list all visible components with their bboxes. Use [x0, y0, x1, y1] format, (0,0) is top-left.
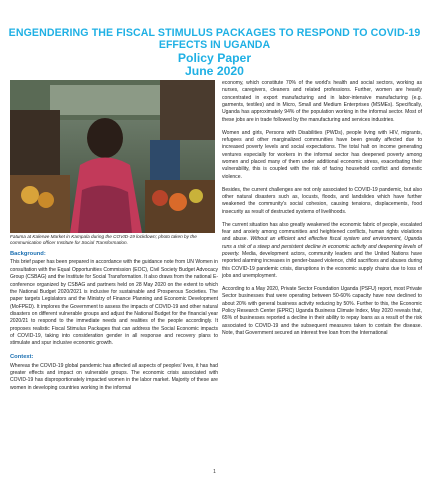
document-date: June 2020: [185, 64, 244, 78]
paragraph-private-sector: According to a May 2020, Private Sector Foundation Uganda (PSFU) report, most Private Sector businesses that were operating between 50-60% capacity have now declined to about 20% with general business activity reducing by 50%. Further to this, the Economic Policy Research Center (EPRC) Uganda Business Climate Index, May 2020 reveals that, 65% of businesses reported a decline in their ability to repay loans as a result of the risk associated to COVID-19 and the subsequent measures taken to contain the disease. Note, that Government secured an interest free loan from the International: [222, 285, 422, 337]
paragraph-economic-fabric: [222, 222, 422, 281]
left-column: [10, 250, 218, 398]
context-heading: Context:: [10, 354, 34, 361]
economic-fabric-text-c: Media, development actors, community leaders and the United Nations have reported alarming increases in gender-based violence, child sacrifices and abuses during this COVID-19 pandemic crisis, disruptions in the economic supply chains due to loss of jobs and unemployment.: [222, 251, 422, 280]
page-number: 1: [213, 469, 216, 475]
right-column: [222, 80, 422, 343]
document-title-line2: EFFECTS IN UGANDA: [158, 39, 271, 51]
paragraph-informal-economy: economy, which constitute 70% of the world's health and social sectors, working as nurses, caregivers, cleaners and related professions. Further, women are heavily concentrated in export manufacturing and in labor-intensive manufacturing (e.g. garments, textiles) and in Micro, Small and Medium Enterprises (MSMEs). Specifically, Uganda has approximately 94% of the population working in the informal sector. Most of these jobs are in trade followed by the manufacturing and services industries.: [222, 80, 422, 123]
document-subtitle: Policy Paper: [177, 51, 252, 65]
economic-fabric-text-a: The current situation has also greatly weakened the economic fabric of people, escalated fear and anxiety among communities and heightened conflicts, human rights violations and abuse.: [222, 221, 422, 243]
paragraph-natural-disasters: Besides, the current challenges are not only associated to COVID-19 pandemic, but also other natural disasters such as, locusts, floods, and landslides which have further weakened the community's social cohesion, causing tensions, displacements, food insecurity as result of destructed systems of livelihoods.: [222, 186, 422, 215]
background-heading: Background:: [10, 251, 46, 257]
economic-fabric-emphasis: Without an efficient and effective fiscal system and environment, Uganda runs a risk of a steep and persistent decline in economic activity and deepening levels of poverty.: [222, 236, 422, 258]
background-paragraph: This brief paper has been prepared in accordance with the guidance note from UN Women in consultation with the Equal Opportunities Commission (EOC), Civil Society Budget Advocacy Group (CSBAG) and the Institute for Social Transformation. It also draws from the national E- conference organized by CSBAG and partners held on 28 May 2020 on the extent to which the National Budget 2020/2021 is inclusive for sustainable and Prosperous Societies. The paper targets Legislators and the Ministry of Finance Planning and Economic Development (MoFPED). It implores the Government to assess the impacts of COVID-19 and other natural disasters on different vulnerable groups and adjust the National Budget for the financial year 2020/21 to respond to the immediate needs and realities of the people accordingly. It proposes realistic Fiscal Stimulus Packages that can address the Social Economic impacts of COVID-19, taking into consideration gender in all response and recovery plans to stimulate and spur inclusive economic growth.: [10, 259, 218, 347]
paragraph-vulnerable-groups: Women and girls, Persons with Disabilities (PWDs), people living with HIV, migrants, refugees and other marginalized communities have been greatly affected due to increased poverty levels and social expectations. The total halt on income generating ventures especially for workers in the informal sector has deepened poverty among women and placed many of them under additional economic stress, exacerbating their vulnerability, this is coupled with the risk of facing household conflict and domestic violence.: [222, 129, 422, 180]
photo-caption: Fatuma at Kalerwe Market in Kampala during the COVID-19 lockdown; photo taken by the communication officer Institute for Social Transformation.: [10, 234, 197, 245]
context-paragraph: Whereas the COVID-19 global pandemic has affected all aspects of peoples' lives, it has had greater effects and impact on vulnerable groups. The economic crisis associated with COVID-19 has disproportionately impacted women in the labor market. Majority of these are women in developing countries working in the informal: [10, 362, 218, 391]
market-photo: [10, 80, 215, 233]
document-title-line1: ENGENDERING THE FISCAL STIMULUS PACKAGES TO RESPOND TO COVID-19: [8, 27, 421, 39]
